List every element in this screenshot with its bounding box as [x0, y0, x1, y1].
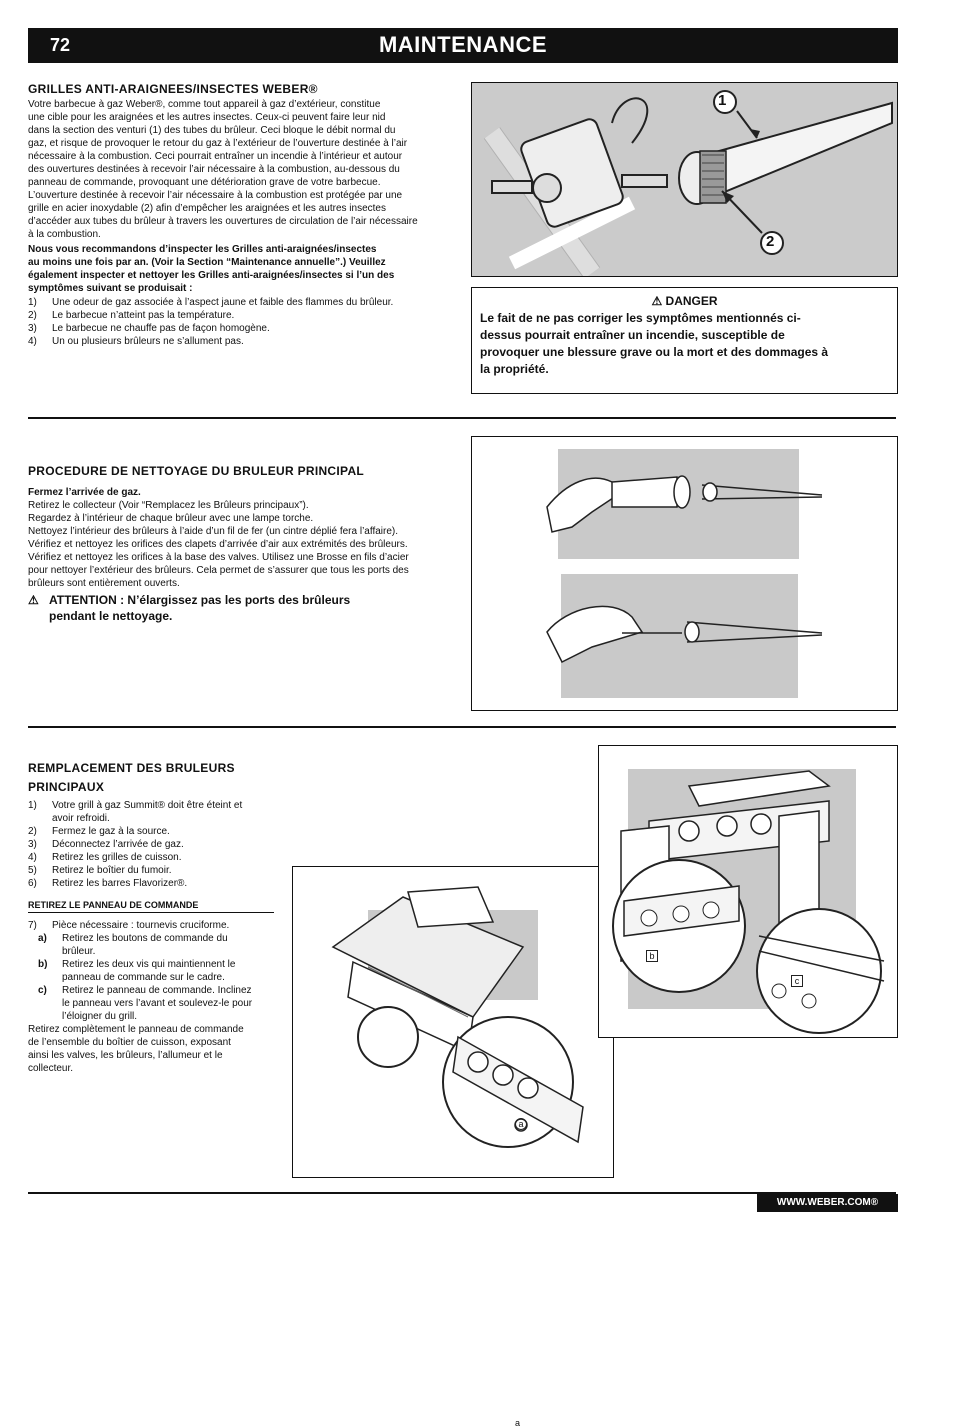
symptoms-list: [28, 296, 458, 348]
item-text: Retirez les boutons de commande du: [62, 933, 228, 944]
callout-2: 2: [766, 233, 775, 250]
substep-item: [38, 958, 288, 984]
step-item: [28, 838, 278, 851]
item-number: 6): [28, 878, 37, 889]
grill-removal-illustration: [599, 746, 897, 1037]
venturi-figure: [471, 82, 898, 277]
item-number: 1): [28, 800, 37, 811]
warning-triangle-icon: ⚠: [651, 294, 663, 308]
control-panel-substeps: [38, 932, 288, 1023]
item-text: Un ou plusieurs brûleurs ne s’allument pas.: [52, 336, 244, 347]
cleaning-steps: [28, 499, 458, 590]
paragraph-line: dans la section des venturi (1) des tubes du brûleur. Ceci bloque le débit normal du: [28, 125, 396, 136]
label-b: b: [646, 950, 658, 962]
item-text: brûleur.: [62, 946, 96, 957]
closing-text: [28, 1023, 288, 1075]
closing-line: Retirez complètement le panneau de commande: [28, 1024, 244, 1035]
item-text: panneau de commande sur le cadre.: [62, 972, 225, 983]
step-line: Regardez à l’intérieur de chaque brûleur avec une lampe torche.: [28, 513, 314, 524]
substep-item: [38, 932, 288, 958]
section-divider: [28, 417, 896, 419]
paragraph-line: à la combustion.: [28, 229, 101, 240]
closing-line: de l’ensemble du boîtier de cuisson, exposant: [28, 1037, 231, 1048]
recommendation-line: Nous vous recommandons d’inspecter les Grilles anti-araignées/insectes: [28, 244, 377, 255]
label-a: a: [515, 1118, 527, 1130]
heading-line: REMPLACEMENT DES BRULEURS: [28, 761, 235, 775]
attention-note: [28, 592, 458, 624]
symptom-item: [28, 309, 458, 322]
section-heading-nettoyage: PROCEDURE DE NETTOYAGE DU BRULEUR PRINCIPAL: [28, 464, 365, 478]
step-item: [28, 799, 278, 825]
item-text: Le barbecue n’atteint pas la température.: [52, 310, 235, 321]
step-line: Vérifiez et nettoyez les orifices à la base des valves. Utilisez une Brosse en fils d’acier: [28, 552, 409, 563]
venturi-illustration: [472, 83, 897, 276]
cleaning-figure: [471, 436, 898, 711]
paragraph-line: grille en acier inoxydable (2) afin d’empêcher les araignées et les autres insectes: [28, 203, 386, 214]
step-text: Pièce nécessaire : tournevis cruciforme.: [52, 920, 230, 931]
step-line: brûleurs sont entièrement ouverts.: [28, 578, 180, 589]
danger-box: [471, 287, 898, 394]
item-number: 3): [28, 323, 37, 334]
attention-line: ATTENTION : N’élargissez pas les ports des brûleurs: [49, 593, 351, 607]
step-line: Nettoyez l’intérieur des brûleurs à l’aide d’un fil de fer (un cintre déplié fera l’affaire).: [28, 526, 399, 537]
burner-removal-figure: [598, 745, 898, 1038]
item-text: Retirez les grilles de cuisson.: [52, 852, 182, 863]
attention-text: [28, 592, 458, 624]
item-text: Une odeur de gaz associée à l’aspect jaune et faible des flammes du brûleur.: [52, 297, 394, 308]
item-text: Fermez le gaz à la source.: [52, 826, 170, 837]
danger-line: dessus pourrait entraîner un incendie, susceptible de: [480, 328, 785, 342]
attention-line: pendant le nettoyage.: [49, 609, 173, 623]
page-title: MAINTENANCE: [378, 32, 548, 57]
control-panel-figure: [292, 866, 614, 1428]
section-heading-grilles: GRILLES ANTI-ARAIGNEES/INSECTES WEBER®: [28, 82, 318, 96]
item-text: Retirez le boîtier du fumoir.: [52, 865, 172, 876]
warning-triangle-icon: ⚠: [28, 593, 39, 607]
danger-title-row: [472, 293, 897, 310]
close-gas-step: Fermez l’arrivée de gaz.: [28, 487, 141, 498]
item-text: Déconnectez l’arrivée de gaz.: [52, 839, 184, 850]
danger-line: provoquer une blessure grave ou la mort et des dommages à: [480, 345, 829, 359]
item-number: b): [38, 959, 48, 970]
item-number: a): [38, 933, 47, 944]
item-number: 4): [28, 336, 37, 347]
paragraph-line: des ouvertures destinées à recevoir l’air nécessaire à la combustion, au-dessous du: [28, 164, 400, 175]
danger-title: DANGER: [665, 294, 718, 308]
danger-text: [480, 310, 897, 378]
item-text: Retirez les barres Flavorizer®.: [52, 878, 188, 889]
item-number: 2): [28, 826, 37, 837]
paragraph-line: nécessaire à la combustion. Ceci pourrait entraîner un incendie à l’intérieur et autour: [28, 151, 403, 162]
closing-line: collecteur.: [28, 1063, 74, 1074]
paragraph-line: panneau de commande, provoquant une détérioration grave de votre barbecue.: [28, 177, 381, 188]
recommendation-line: au moins une fois par an. (Voir la Section “Maintenance annuelle”.) Veuillez: [28, 257, 386, 268]
item-number: 4): [28, 852, 37, 863]
grill-illustration: [293, 867, 613, 1177]
step-7: [28, 919, 288, 932]
step-line: Retirez le collecteur (Voir “Remplacez les Brûleurs principaux”).: [28, 500, 309, 511]
page-number: 72: [50, 35, 71, 55]
item-number: 3): [28, 839, 37, 850]
heading-line: PRINCIPAUX: [28, 780, 105, 794]
paragraph-line: Votre barbecue à gaz Weber®, comme tout appareil à gaz d’extérieur, constitue: [28, 99, 381, 110]
item-text: Retirez les deux vis qui maintiennent le: [62, 959, 236, 970]
step-line: Vérifiez et nettoyez les orifices des clapets d’arrivée d’air aux extrémités des brûleurs.: [28, 539, 408, 550]
section-heading-remplacement: [28, 759, 235, 797]
paragraph-line: une cible pour les araignées et les autres insectes. Ceux-ci peuvent faire leur nid: [28, 112, 386, 123]
step-item: [28, 864, 278, 877]
step-line: pour nettoyer l’extérieur des brûleurs. Cela permet de s’assurer que tous les ports des: [28, 565, 409, 576]
item-text: Votre grill à gaz Summit® doit être éteint et: [52, 800, 243, 811]
item-text: le panneau vers l’avant et soulevez-le pour: [62, 998, 253, 1009]
section-divider: [28, 726, 896, 728]
replacement-steps: [28, 799, 278, 890]
callout-1: 1: [718, 92, 727, 109]
symptom-item: [28, 296, 458, 309]
symptom-item: [28, 335, 458, 348]
item-text: Le barbecue ne chauffe pas de façon homogène.: [52, 323, 270, 334]
label-a: a: [515, 1418, 521, 1428]
subheading-panneau: RETIREZ LE PANNEAU DE COMMANDE: [28, 900, 274, 913]
footer-url[interactable]: WWW.WEBER.COM®: [757, 1194, 898, 1212]
label-c: c: [791, 975, 803, 987]
symptom-item: [28, 322, 458, 335]
item-number: 5): [28, 865, 37, 876]
danger-line: Le fait de ne pas corriger les symptômes mentionnés ci-: [480, 311, 801, 325]
cleaning-illustration: [472, 437, 897, 710]
grilles-recommendation: [28, 243, 458, 295]
paragraph-line: gaz, et risque de provoquer le retour du gaz à l’extérieur de l’ouverture destinée à l’air: [28, 138, 408, 149]
item-text: avoir refroidi.: [52, 813, 110, 824]
paragraph-line: d’accéder aux tubes du brûleur à travers les ouvertures de circulation de l’air nécessaire: [28, 216, 418, 227]
step-item: [28, 825, 278, 838]
item-number: c): [38, 985, 47, 996]
item-number: 1): [28, 297, 37, 308]
step-number: 7): [28, 920, 37, 931]
paragraph-line: L’ouverture destinée à recevoir l’air nécessaire à la combustion est protégée par une: [28, 190, 403, 201]
recommendation-line: symptômes suivant se produisait :: [28, 283, 193, 294]
step-item: [28, 877, 278, 890]
item-text: Retirez le panneau de commande. Inclinez: [62, 985, 252, 996]
danger-line: la propriété.: [480, 362, 549, 376]
step-item: [28, 851, 278, 864]
grilles-paragraph: [28, 98, 458, 241]
recommendation-line: également inspecter et nettoyer les Grilles anti-araignées/insectes si l’un des: [28, 270, 395, 281]
substep-item: [38, 984, 288, 1023]
item-number: 2): [28, 310, 37, 321]
closing-line: ainsi les valves, les brûleurs, l’allumeur et le: [28, 1050, 223, 1061]
page-header: [28, 28, 898, 63]
item-text: l’éloigner du grill.: [62, 1011, 138, 1022]
